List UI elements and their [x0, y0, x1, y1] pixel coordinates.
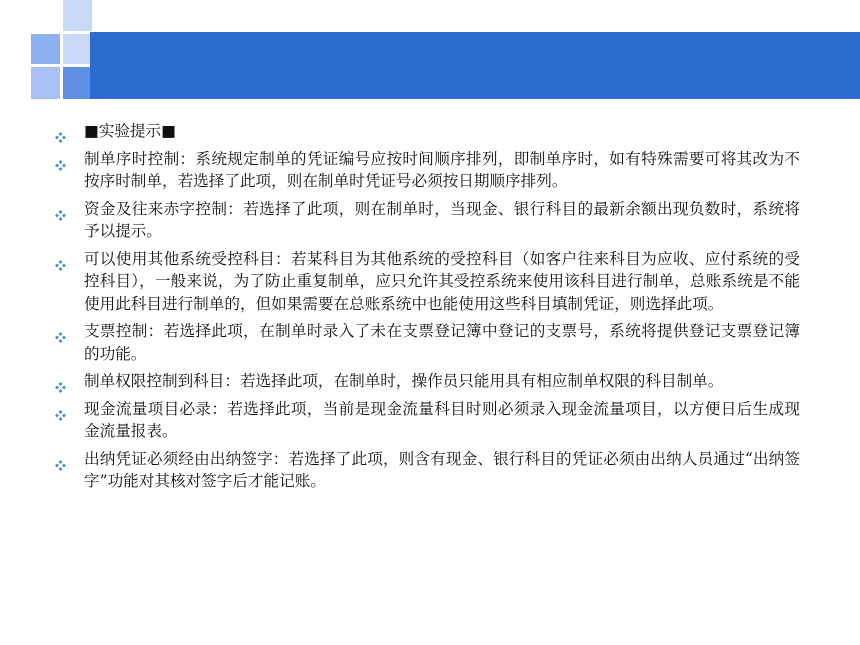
decor-square: [31, 34, 60, 64]
bullet-item: [55, 120, 800, 143]
bullet-item: [55, 148, 800, 193]
slide-header-decoration: [0, 0, 860, 104]
decor-square: [63, 0, 92, 31]
decor-square: [63, 67, 92, 99]
bullet-item: [55, 320, 800, 365]
decor-square: [31, 67, 60, 99]
bullet-item: [55, 398, 800, 443]
bullet-item: [55, 370, 800, 393]
bullet-text: ■实验提示■: [84, 122, 176, 140]
bullet-item: [55, 248, 800, 316]
slide-content: [55, 120, 800, 498]
bullet-text: 现金流量项目必录：若选择此项，当前是现金流量科目时则必须录入现金流量项目，以方便日后生成现金流量报表。: [84, 399, 800, 440]
diamond-bullet-icon: [55, 205, 66, 216]
diamond-bullet-icon: [55, 405, 66, 416]
diamond-bullet-icon: [55, 155, 66, 166]
diamond-bullet-icon: [55, 255, 66, 266]
diamond-bullet-icon: [55, 327, 66, 338]
bullet-list: [55, 120, 800, 493]
decor-square: [63, 34, 92, 64]
bullet-item: [55, 448, 800, 493]
bullet-text: 支票控制：若选择此项，在制单时录入了未在支票登记簿中登记的支票号，系统将提供登记支票登记簿的功能。: [84, 322, 800, 363]
bullet-text: 出纳凭证必须经由出纳签字：若选择了此项，则含有现金、银行科目的凭证必须由出纳人员通过“出纳签字”功能对其核对签字后才能记账。: [84, 449, 800, 490]
diamond-bullet-icon: [55, 377, 66, 388]
bullet-text: 可以使用其他系统受控科目：若某科目为其他系统的受控科目（如客户往来科目为应收、应付系统的受控科目），一般来说，为了防止重复制单，应只允许其受控系统来使用该科目进行制单，总账系统是不能使用此科目进行制单的，但如果需要在总账系统中也能使用这些科目填制凭证，则选择此项。: [84, 249, 800, 313]
header-bar: [90, 32, 860, 99]
bullet-item: [55, 198, 800, 243]
bullet-text: 制单序时控制：系统规定制单的凭证编号应按时间顺序排列，即制单序时，如有特殊需要可将其改为不按序时制单，若选择了此项，则在制单时凭证号必须按日期顺序排列。: [84, 149, 800, 190]
diamond-bullet-icon: [55, 127, 66, 138]
bullet-text: 资金及往来赤字控制：若选择了此项，则在制单时，当现金、银行科目的最新余额出现负数时，系统将予以提示。: [84, 199, 800, 240]
bullet-text: 制单权限控制到科目：若选择此项，在制单时，操作员只能用具有相应制单权限的科目制单。: [84, 372, 724, 390]
diamond-bullet-icon: [55, 455, 66, 466]
